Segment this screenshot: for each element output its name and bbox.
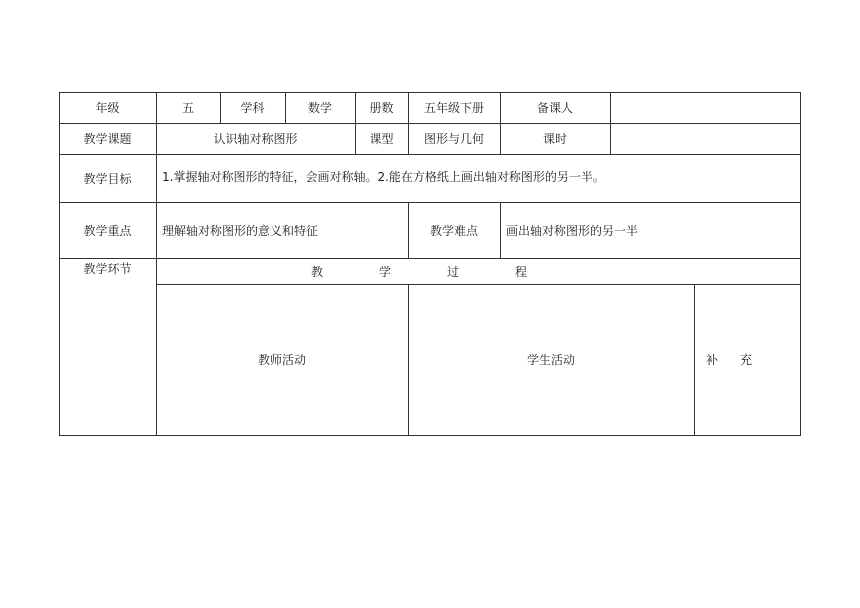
difficulty-value: 画出轴对称图形的另一半 [506, 223, 639, 238]
key-points-label: 教学重点 [83, 223, 132, 238]
volume-label: 册数 [369, 101, 394, 115]
type-label: 课型 [369, 132, 394, 146]
subject-value: 数学 [307, 101, 332, 115]
topic-label: 教学课题 [83, 132, 132, 146]
goals-label: 教学目标 [83, 171, 132, 186]
process-char: 教 [311, 264, 324, 279]
goals-value: 1.掌握轴对称图形的特征，会画对称轴。2.能在方格纸上画出轴对称图形的另一半。 [162, 169, 605, 184]
teaching-process-header [156, 258, 800, 284]
stage-label: 教学环节 [83, 262, 132, 276]
preparer-value [610, 92, 800, 123]
difficulty-label: 教学难点 [429, 223, 478, 238]
supplement-label [694, 284, 800, 435]
topic-value: 认识轴对称图形 [213, 132, 298, 146]
teacher-activity-label: 教师活动 [257, 353, 306, 367]
type-value: 图形与几何 [423, 132, 484, 146]
preparer-label: 备课人 [536, 101, 573, 115]
subject-label: 学科 [240, 101, 265, 115]
volume-value: 五年级下册 [423, 101, 484, 115]
process-char: 过 [447, 264, 460, 279]
student-activity-label: 学生活动 [526, 353, 575, 367]
table-border [59, 435, 801, 436]
table-border [800, 92, 801, 436]
process-char: 程 [515, 264, 528, 279]
supplement-char: 补 [706, 353, 719, 367]
grade-label: 年级 [95, 101, 120, 115]
supplement-char: 充 [740, 353, 753, 367]
period-label: 课时 [542, 132, 567, 146]
process-char: 学 [379, 264, 392, 279]
grade-value: 五 [181, 101, 194, 115]
key-points-value: 理解轴对称图形的意义和特征 [162, 223, 319, 238]
period-value [610, 123, 800, 154]
